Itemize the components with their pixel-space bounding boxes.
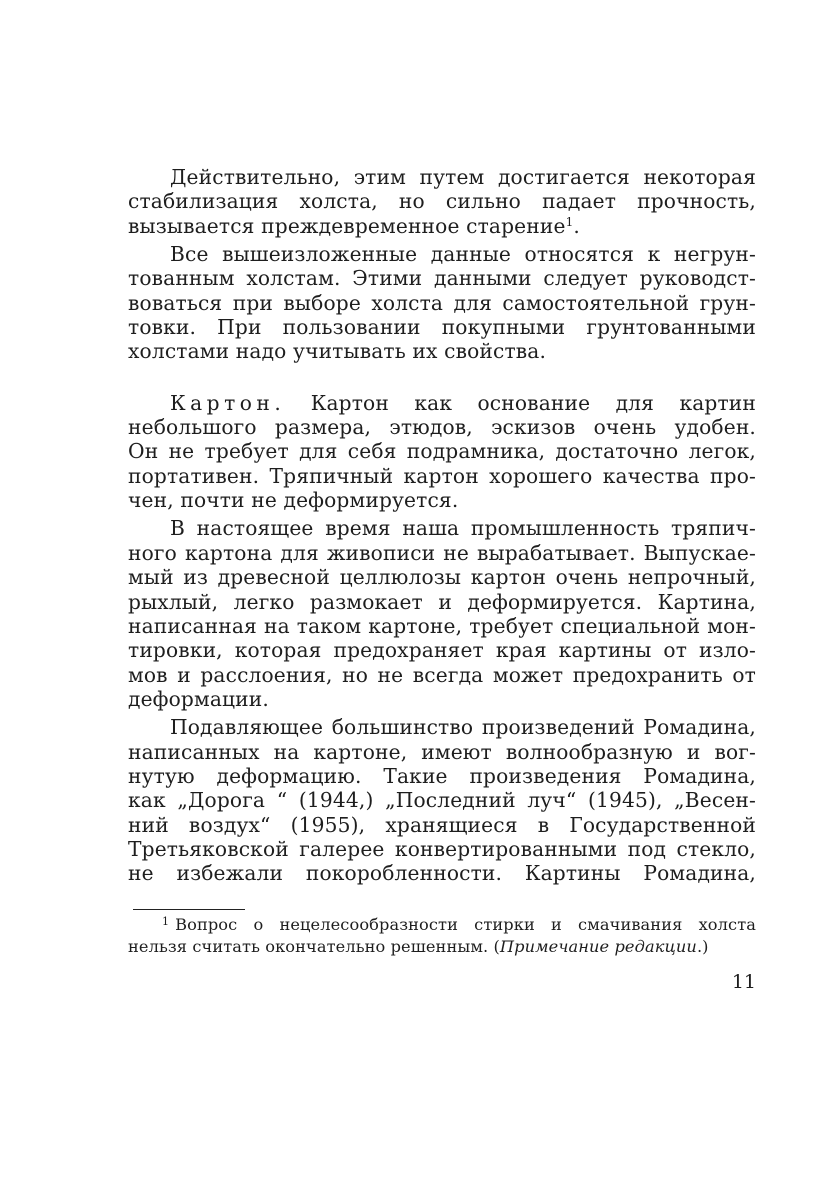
editor-note: Примечание редакции xyxy=(499,937,697,956)
footnote xyxy=(128,914,756,958)
text-line: тованным холстам. Этими данными следует руководст- xyxy=(128,266,756,291)
text-line: ного картона для живописи не вырабатывает. Выпускае- xyxy=(128,540,756,565)
footnote-mark: 1 xyxy=(565,214,574,229)
text-line: написанная на таком картоне, требует специальной мон- xyxy=(128,613,756,638)
page-number: 11 xyxy=(731,971,756,993)
text-line: не избежали покоробленности. Картины Ромадина, xyxy=(128,861,756,886)
text-fragment: Вопрос о нецелесообразности стирки и смачивания холста xyxy=(175,915,756,934)
text-line: В настоящее время наша промышленность тряпич- xyxy=(170,516,756,541)
text-line: холстами надо учитывать их свойства. xyxy=(128,339,547,364)
footnote-number: 1 xyxy=(162,915,170,928)
text-line: стабилизация холста, но сильно падает прочность, xyxy=(128,189,756,214)
text-line xyxy=(128,214,756,238)
text-fragment: .) xyxy=(696,937,709,956)
paragraph-2 xyxy=(128,242,756,364)
text-line: Третьяковской галерее конвертированными под стекло, xyxy=(128,836,756,861)
paragraph-3 xyxy=(128,391,756,513)
text-line: написанных на картоне, имеют волнообразную и вог- xyxy=(128,739,756,764)
text-line: Он не требует для себя подрамника, достаточно легок, xyxy=(128,439,756,464)
text-line: мов и расслоения, но не всегда может предохранить от xyxy=(128,662,756,687)
text-line: ний воздух“ (1955), хранящиеся в Государственной xyxy=(128,812,756,837)
text-line: Подавляющее большинство произведений Ромадина, xyxy=(170,715,756,740)
text-line: тировки, которая предохраняет края картины от изло- xyxy=(128,638,756,663)
text-line: Все вышеизложенные данные относятся к негрун- xyxy=(170,242,756,267)
text-fragment: вызывается преждевременное старение xyxy=(128,213,566,238)
text-line: товки. При пользовании покупными грунтованными xyxy=(128,315,756,340)
section-heading: Картон. xyxy=(170,390,286,415)
text-fragment: нельзя считать окончательно решенным. ( xyxy=(128,937,500,956)
text-line: небольшого размера, этюдов, эскизов очень удобен. xyxy=(128,415,756,440)
text-fragment: Картон как основание для картин xyxy=(310,390,756,415)
text-line xyxy=(128,391,756,415)
text-line: воваться при выборе холста для самостоятельной грун- xyxy=(128,290,756,315)
main-text xyxy=(128,165,756,886)
text-line: нутую деформацию. Такие произведения Ромадина, xyxy=(128,763,756,788)
footnote-line xyxy=(128,936,756,958)
paragraph-4 xyxy=(128,516,756,711)
footnote-divider xyxy=(133,909,245,910)
text-line: рыхлый, легко размокает и деформируется. Картина, xyxy=(128,589,756,614)
text-line: портативен. Тряпичный картон хорошего качества про- xyxy=(128,463,756,488)
text-line: деформации. xyxy=(128,686,269,711)
text-line: мый из древесной целлюлозы картон очень непрочный, xyxy=(128,565,756,590)
text-line: Действительно, этим путем достигается некоторая xyxy=(170,165,756,189)
text-fragment: . xyxy=(573,213,580,238)
paragraph-1 xyxy=(128,165,756,238)
paragraph-5 xyxy=(128,715,756,885)
footnote-line xyxy=(128,914,756,936)
text-line: как „Дорога “ (1944,) „Последний луч“ (1945), „Весен- xyxy=(128,788,756,813)
text-line: чен, почти не деформируется. xyxy=(128,488,459,513)
